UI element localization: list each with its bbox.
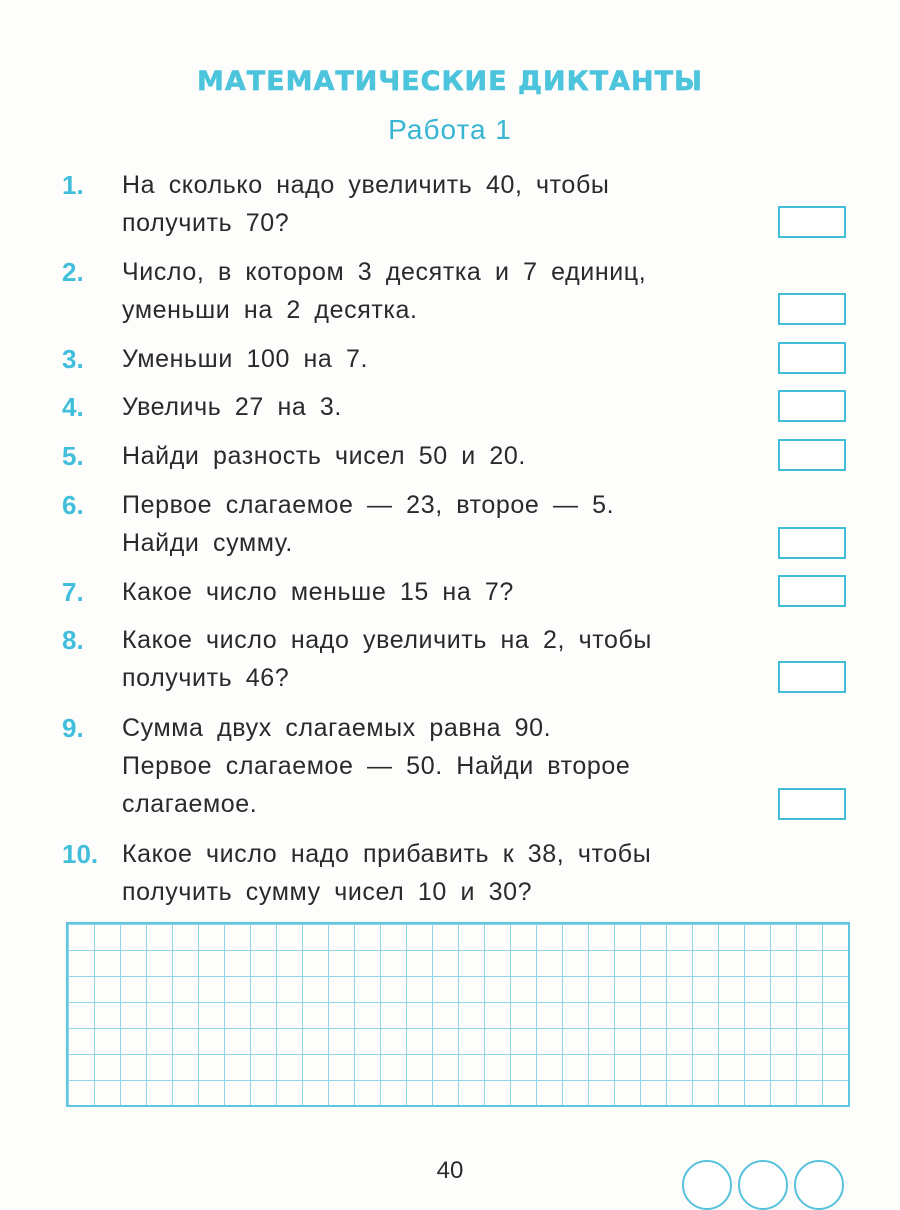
task-text	[122, 573, 514, 611]
task-line: На сколько надо увеличить 40, чтобы	[122, 171, 610, 199]
task-number: 8.	[62, 625, 84, 655]
task-text	[122, 486, 614, 562]
task-line: Сумма двух слагаемых равна 90.	[122, 714, 552, 742]
task-text	[122, 709, 630, 823]
task-number: 2.	[62, 257, 84, 287]
task-text	[122, 437, 526, 475]
answer-box-2[interactable]	[778, 293, 846, 325]
task-line: Число, в котором 3 десятка и 7 единиц,	[122, 258, 647, 286]
task-line: Найди разность чисел 50 и 20.	[122, 442, 526, 470]
task-number: 1.	[62, 170, 84, 200]
task-line: получить сумму чисел 10 и 30?	[122, 878, 533, 906]
task-line: Увеличь 27 на 3.	[122, 393, 342, 421]
task-line: Первое слагаемое — 23, второе — 5.	[122, 491, 615, 519]
answer-box-3[interactable]	[778, 342, 846, 374]
task-number: 6.	[62, 490, 84, 520]
squared-writing-grid[interactable]	[66, 922, 850, 1107]
task-number: 5.	[62, 441, 84, 471]
page-title: МАТЕМАТИЧЕСКИЕ ДИКТАНТЫ	[196, 66, 703, 97]
task-number: 9.	[62, 713, 84, 743]
task-line: Какое число надо прибавить к 38, чтобы	[122, 840, 652, 868]
task-text	[122, 340, 368, 378]
task-line: получить 46?	[122, 664, 290, 692]
task-text	[122, 388, 342, 426]
answer-box-8[interactable]	[778, 661, 846, 693]
answer-box-5[interactable]	[778, 439, 846, 471]
task-line: Найди сумму.	[122, 529, 293, 557]
answer-box-4[interactable]	[778, 390, 846, 422]
task-text	[122, 166, 609, 242]
task-line: Какое число надо увеличить на 2, чтобы	[122, 626, 652, 654]
task-line: получить 70?	[122, 209, 290, 237]
task-number: 3.	[62, 344, 84, 374]
answer-box-9[interactable]	[778, 788, 846, 820]
task-line: уменьши на 2 десятка.	[122, 296, 418, 324]
task-text	[122, 835, 651, 911]
task-line: слагаемое.	[122, 790, 258, 818]
task-number: 4.	[62, 392, 84, 422]
score-circle-1[interactable]	[682, 1160, 732, 1210]
answer-box-6[interactable]	[778, 527, 846, 559]
score-circle-2[interactable]	[738, 1160, 788, 1210]
task-text	[122, 621, 652, 697]
task-number: 10.	[62, 839, 99, 869]
task-line: Какое число меньше 15 на 7?	[122, 578, 514, 606]
task-line: Первое слагаемое — 50. Найди второе	[122, 752, 631, 780]
task-text	[122, 253, 646, 329]
answer-box-7[interactable]	[778, 575, 846, 607]
task-number: 7.	[62, 577, 84, 607]
work-subtitle: Работа 1	[388, 114, 512, 145]
page-number: 40	[436, 1157, 464, 1184]
score-circle-3[interactable]	[794, 1160, 844, 1210]
task-line: Уменьши 100 на 7.	[122, 345, 369, 373]
answer-box-1[interactable]	[778, 206, 846, 238]
